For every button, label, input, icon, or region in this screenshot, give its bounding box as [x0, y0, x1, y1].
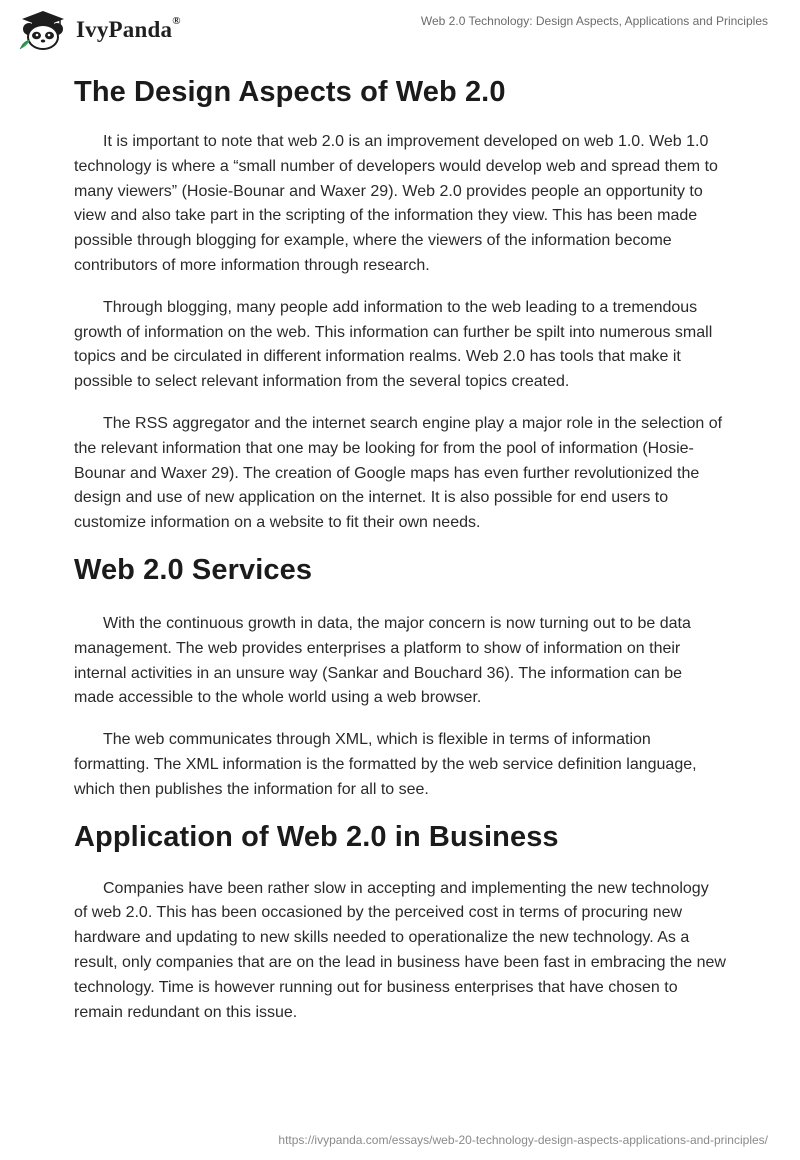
essay-content	[74, 74, 726, 1025]
panda-graduate-icon	[16, 9, 70, 51]
ivypanda-logo[interactable]	[16, 9, 181, 51]
source-url[interactable]: https://ivypanda.com/essays/web-20-technology-design-aspects-applications-and-principles/	[278, 1133, 768, 1147]
section-business-application	[74, 819, 726, 1026]
document-title: Web 2.0 Technology: Design Aspects, Applications and Principles	[420, 14, 768, 28]
registered-mark: ®	[172, 15, 181, 28]
page-header	[0, 0, 800, 60]
paragraph: With the continuous growth in data, the major concern is now turning out to be data management. The web provides enterprises a platform to show of information on their internal activities in an unsure way (Sankar and Bouchard 36). The information can be made accessible to the whole world using a web browser.	[74, 614, 691, 707]
section-heading: Application of Web 2.0 in Business	[74, 820, 559, 853]
section-design-aspects	[74, 74, 726, 536]
paragraph: Through blogging, many people add information to the web leading to a tremendous growth of information on the web. This information can further be spilt into numerous small topics and be circulated in different information realms. Web 2.0 has tools that make it possible to select relevant information from the several topics created.	[74, 298, 713, 391]
section-heading: Web 2.0 Services	[74, 553, 313, 586]
paragraph: Companies have been rather slow in accepting and implementing the new technology of web 2.0. This has been occasioned by the perceived cost in terms of procuring new hardware and updating to new skills needed to operationalize the new technology. As a result, only companies that are on the lead in business have been fast in embracing the new technology. Time is however running out for business enterprises that have chosen to remain redundant on this issue.	[74, 879, 726, 1021]
paragraph: The web communicates through XML, which is flexible in terms of information formatting. The XML information is the formatted by the web service definition language, which then publishes the information for all to see.	[74, 731, 697, 798]
brand-name: IvyPanda®	[76, 15, 181, 42]
section-heading: The Design Aspects of Web 2.0	[74, 76, 506, 108]
paragraph: The RSS aggregator and the internet search engine play a major role in the selection of the relevant information that one may be looking for from the pool of information (Hosie-Bounar and Waxer 29). The creation of Google maps has even further revolutionized the design and use of new application on the internet. It is also possible for end users to customize information on a website to fit their own needs.	[74, 414, 723, 532]
section-services	[74, 552, 726, 803]
paragraph: It is important to note that web 2.0 is an improvement developed on web 1.0. Web 1.0 technology is where a “small number of developers would develop web and spread them to many viewers” (Hosie-Bounar and Waxer 29). Web 2.0 provides people an opportunity to view and also take part in the scripting of the information they view. This has been made possible through blogging for example, where the viewers of the information become contributors of more information through research.	[74, 133, 718, 274]
